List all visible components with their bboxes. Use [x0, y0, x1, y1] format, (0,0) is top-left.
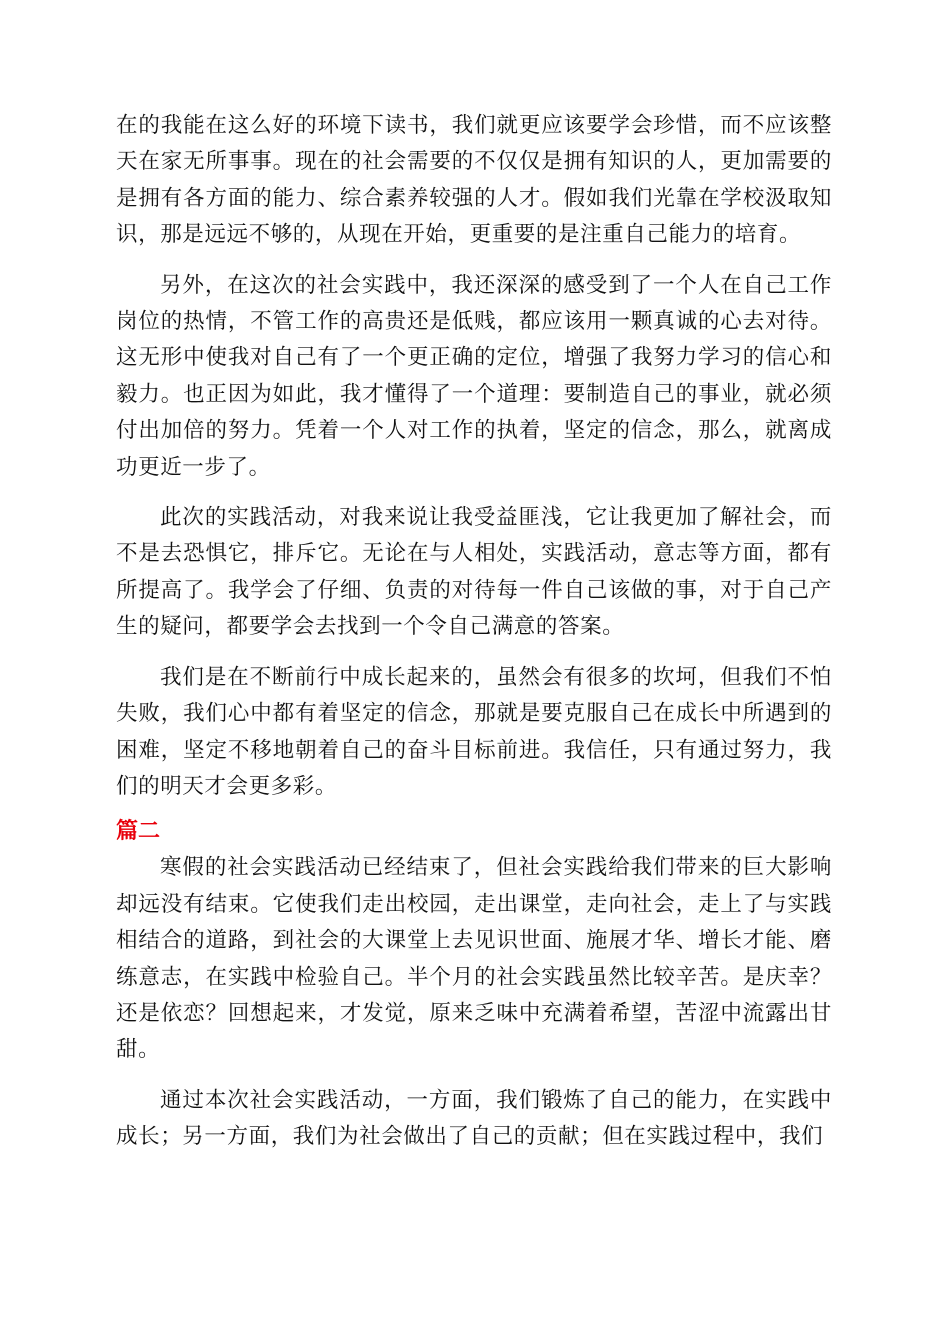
section-heading: 篇二 — [116, 819, 161, 845]
paragraph: 此次的实践活动，对我来说让我受益匪浅，它让我更加了解社会，而不是去恐惧它，排斥它。无论在与人相处，实践活动，意志等方面，都有所提高了。我学会了仔细、负责的对待每一件自己该做的事，对于自己产生的疑问，都要学会去找到一个令自己满意的答案。 — [116, 505, 832, 640]
paragraph: 我们是在不断前行中成长起来的，虽然会有很多的坎坷，但我们不怕失败，我们心中都有着坚定的信念，那就是要克服自己在成长中所遇到的困难，坚定不移地朝着自己的奋斗目标前进。我信任，只有通过努力，我们的明天才会更多彩。 — [116, 664, 832, 799]
paragraph: 寒假的社会实践活动已经结束了，但社会实践给我们带来的巨大影响却远没有结束。它使我们走出校园，走出课堂，走向社会，走上了与实践相结合的道路，到社会的大课堂上去见识世面、施展才华、增长才能、磨练意志，在实践中检验自己。半个月的社会实践虽然比较辛苦。是庆幸？还是依恋？回想起来，才发觉，原来乏味中充满着希望，苦涩中流露出甘甜。 — [116, 855, 832, 1063]
document-page — [116, 108, 832, 1156]
paragraph: 通过本次社会实践活动，一方面，我们锻炼了自己的能力，在实践中成长；另一方面，我们为社会做出了自己的贡献；但在实践过程中，我们 — [116, 1087, 832, 1150]
paragraph-continued: 在的我能在这么好的环境下读书，我们就更应该要学会珍惜，而不应该整天在家无所事事。现在的社会需要的不仅仅是拥有知识的人，更加需要的是拥有各方面的能力、综合素养较强的人才。假如我们光靠在学校汲取知识，那是远远不够的，从现在开始，更重要的是注重自己能力的培育。 — [116, 113, 832, 248]
paragraph: 另外，在这次的社会实践中，我还深深的感受到了一个人在自己工作岗位的热情，不管工作的高贵还是低贱，都应该用一颗真诚的心去对待。这无形中使我对自己有了一个更正确的定位，增强了我努力学习的信心和毅力。也正因为如此，我才懂得了一个道理：要制造自己的事业，就必须付出加倍的努力。凭着一个人对工作的执着，坚定的信念，那么，就离成功更近一步了。 — [116, 272, 832, 480]
